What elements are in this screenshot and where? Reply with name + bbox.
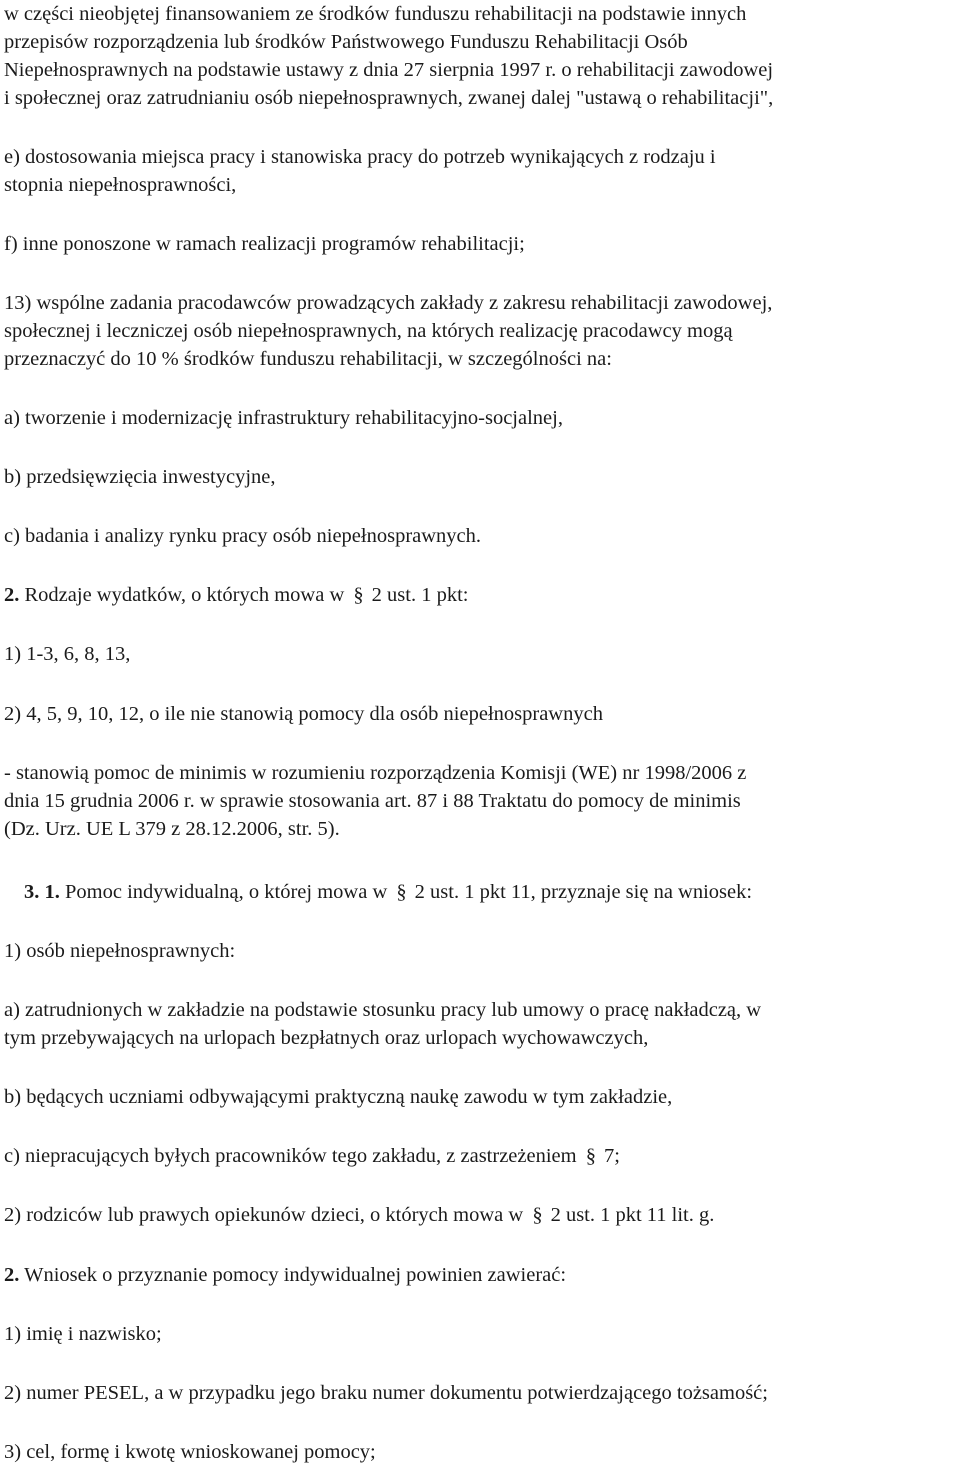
paragraph-17-text-b: 2 ust. 1 pkt 11 lit. g. bbox=[550, 1204, 715, 1226]
paragraph-16-text-b: 7; bbox=[603, 1145, 620, 1167]
paragraph-1-line-2: przepisów rozporządzenia lub środków Państwowego Funduszu Rehabilitacji Osób bbox=[4, 31, 688, 53]
paragraph-3: f) inne ponoszone w ramach realizacji programów rehabilitacji; bbox=[4, 233, 525, 255]
paragraph-8-text-b: 2 ust. 1 pkt: bbox=[371, 584, 469, 606]
section-number: 3. 1. bbox=[24, 881, 60, 903]
paragraph-8-text-a: Rodzaje wydatków, o których mowa w bbox=[24, 584, 345, 606]
paragraph-12-text-b: 2 ust. 1 pkt 11, przyznaje się na wniosek: bbox=[414, 881, 753, 903]
paragraph-11-line-3: (Dz. Urz. UE L 379 z 28.12.2006, str. 5). bbox=[4, 818, 340, 840]
paragraph-16 bbox=[4, 1142, 620, 1170]
paragraph-7: c) badania i analizy rynku pracy osób niepełnosprawnych. bbox=[4, 525, 482, 547]
paragraph-12-text-a: Pomoc indywidualną, o której mowa w bbox=[65, 881, 388, 903]
paragraph-13: 1) osób niepełnosprawnych: bbox=[4, 940, 236, 962]
paragraph-12 bbox=[4, 878, 752, 906]
section-number: 2. bbox=[4, 584, 20, 606]
section-number: 2. bbox=[4, 1264, 20, 1286]
paragraph-8 bbox=[4, 581, 468, 609]
paragraph-21: 3) cel, formę i kwotę wnioskowanej pomocy; bbox=[4, 1441, 376, 1463]
paragraph-2-line-1: e) dostosowania miejsca pracy i stanowiska pracy do potrzeb wynikających z rodzaju i bbox=[4, 146, 716, 168]
paragraph-18 bbox=[4, 1261, 566, 1289]
paragraph-1-line-4: i społecznej oraz zatrudnianiu osób niepełnosprawnych, zwanej dalej "ustawą o rehabilitacji", bbox=[4, 87, 774, 109]
paragraph-15: b) będących uczniami odbywającymi praktyczną naukę zawodu w tym zakładzie, bbox=[4, 1086, 673, 1108]
paragraph-1-line-3: Niepełnosprawnych na podstawie ustawy z dnia 27 sierpnia 1997 r. o rehabilitacji zawodowej bbox=[4, 59, 774, 81]
paragraph-6: b) przedsięwzięcia inwestycyjne, bbox=[4, 466, 276, 488]
section-sign: § bbox=[353, 584, 364, 606]
paragraph-11-line-1: - stanowią pomoc de minimis w rozumieniu rozporządzenia Komisji (WE) nr 1998/2006 z bbox=[4, 762, 747, 784]
paragraph-9: 1) 1-3, 6, 8, 13, bbox=[4, 643, 131, 665]
section-sign: § bbox=[396, 881, 407, 903]
paragraph-4-line-1: 13) wspólne zadania pracodawców prowadzących zakłady z zakresu rehabilitacji zawodowej, bbox=[4, 292, 773, 314]
paragraph-17-text-a: 2) rodziców lub prawych opiekunów dzieci, o których mowa w bbox=[4, 1204, 524, 1226]
paragraph-4-line-3: przeznaczyć do 10 % środków funduszu rehabilitacji, w szczególności na: bbox=[4, 348, 612, 370]
paragraph-4-line-2: społecznej i leczniczej osób niepełnosprawnych, na których realizację pracodawcy mogą bbox=[4, 320, 733, 342]
section-sign: § bbox=[532, 1204, 543, 1226]
paragraph-19: 1) imię i nazwisko; bbox=[4, 1323, 162, 1345]
paragraph-18-text: Wniosek o przyznanie pomocy indywidualnej powinien zawierać: bbox=[24, 1264, 567, 1286]
paragraph-10: 2) 4, 5, 9, 10, 12, o ile nie stanowią pomocy dla osób niepełnosprawnych bbox=[4, 703, 603, 725]
paragraph-2-line-2: stopnia niepełnosprawności, bbox=[4, 174, 237, 196]
paragraph-14-line-1: a) zatrudnionych w zakładzie na podstawie stosunku pracy lub umowy o pracę nakładczą, w bbox=[4, 999, 762, 1021]
paragraph-14-line-2: tym przebywających na urlopach bezpłatnych oraz urlopach wychowawczych, bbox=[4, 1027, 649, 1049]
paragraph-16-text-a: c) niepracujących byłych pracowników tego zakładu, z zastrzeżeniem bbox=[4, 1145, 577, 1167]
paragraph-11-line-2: dnia 15 grudnia 2006 r. w sprawie stosowania art. 87 i 88 Traktatu do pomocy de minimis bbox=[4, 790, 741, 812]
paragraph-20: 2) numer PESEL, a w przypadku jego braku numer dokumentu potwierdzającego tożsamość; bbox=[4, 1382, 768, 1404]
section-sign: § bbox=[585, 1145, 596, 1167]
paragraph-1-line-1: w części nieobjętej finansowaniem ze środków funduszu rehabilitacji na podstawie innych bbox=[4, 3, 747, 25]
paragraph-5: a) tworzenie i modernizację infrastruktury rehabilitacyjno-socjalnej, bbox=[4, 407, 563, 429]
paragraph-17 bbox=[4, 1201, 714, 1229]
